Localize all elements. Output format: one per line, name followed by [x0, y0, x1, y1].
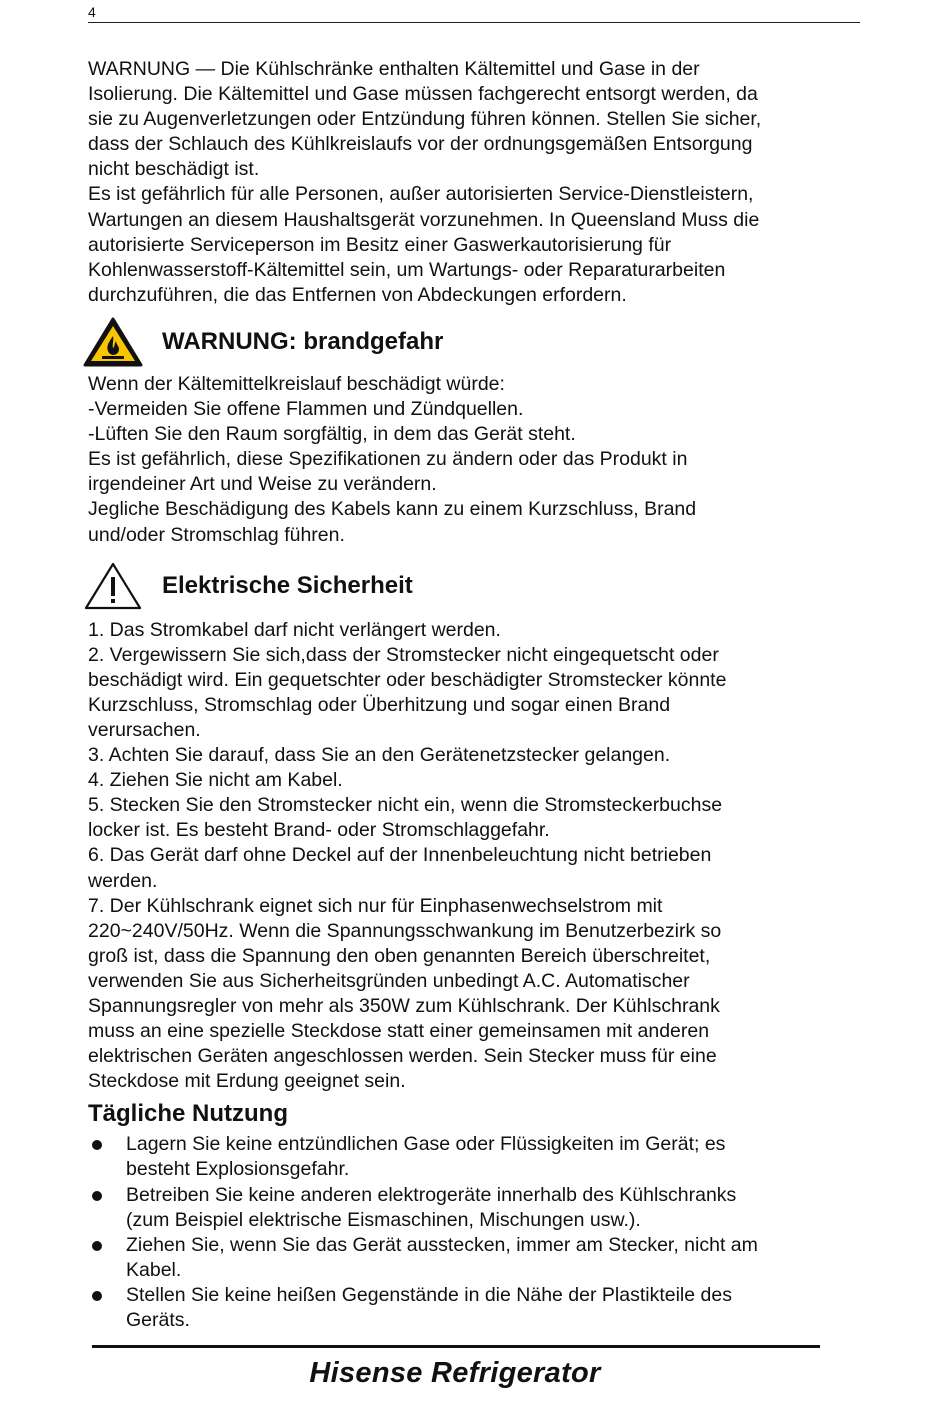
text-line: -Vermeiden Sie offene Flammen und Zündquellen.: [88, 398, 524, 421]
text-line: 1. Das Stromkabel darf nicht verlängert werden.: [88, 618, 501, 641]
text-line: Betreiben Sie keine anderen elektrogeräte innerhalb des Kühlschranks: [126, 1183, 737, 1206]
text-line: irgendeiner Art und Weise zu verändern.: [88, 473, 437, 496]
top-rule: [88, 22, 860, 23]
text-line: 6. Das Gerät darf ohne Deckel auf der Innenbeleuchtung nicht betrieben: [88, 844, 712, 867]
text-line: Isolierung. Die Kältemittel und Gase müssen fachgerecht entsorgt werden, da: [88, 83, 758, 106]
text-line: sie zu Augenverletzungen oder Entzündung führen können. Stellen Sie sicher,: [88, 108, 762, 131]
flammable-warning-icon: [82, 316, 144, 368]
bullet-icon: [92, 1191, 102, 1201]
text-line: werden.: [88, 869, 158, 892]
caution-triangle-icon: [82, 560, 144, 612]
text-line: besteht Explosionsgefahr.: [126, 1158, 350, 1181]
text-line: Kurzschluss, Stromschlag oder Überhitzung und sogar einen Brand: [88, 693, 671, 716]
list-item: [88, 1233, 868, 1283]
text-line: Kabel.: [126, 1258, 182, 1281]
text-line: autorisierte Serviceperson im Besitz einer Gaswerkautorisierung für: [88, 233, 672, 256]
intro-warning-paragraph: [88, 57, 868, 308]
text-line: (zum Beispiel elektrische Eismaschinen, Mischungen usw.).: [126, 1208, 641, 1231]
text-line: 4. Ziehen Sie nicht am Kabel.: [88, 769, 343, 792]
text-line: 2. Vergewissern Sie sich,dass der Stromstecker nicht eingequetscht oder: [88, 643, 719, 666]
text-line: 3. Achten Sie darauf, dass Sie an den Gerätenetzstecker gelangen.: [88, 744, 671, 767]
text-line: Spannungsregler von mehr als 350W zum Kühlschrank. Der Kühlschrank: [88, 995, 720, 1017]
page-number: 4: [88, 4, 96, 20]
electrical-safety-paragraph: [88, 618, 868, 1095]
text-line: groß ist, dass die Spannung den oben genannten Bereich überschreitet,: [88, 944, 711, 967]
fire-warning-heading: WARNUNG: brandgefahr: [162, 327, 444, 355]
text-line: Wartungen an diesem Haushaltsgerät vorzunehmen. In Queensland Muss die: [88, 208, 760, 231]
text-line: 5. Stecken Sie den Stromstecker nicht ein, wenn die Stromsteckerbuchse: [88, 794, 723, 817]
text-line: 220~240V/50Hz. Wenn die Spannungsschwankung im Benutzerbezirk so: [88, 919, 722, 942]
text-line: Jegliche Beschädigung des Kabels kann zu einem Kurzschluss, Brand: [88, 498, 697, 521]
bullet-icon: [92, 1291, 102, 1301]
text-line: dass der Schlauch des Kühlkreislaufs vor der ordnungsgemäßen Entsorgung: [88, 133, 753, 156]
text-line: Steckdose mit Erdung geeignet sein.: [88, 1070, 406, 1093]
bullet-icon: [92, 1241, 102, 1251]
text-line: Es ist gefährlich, diese Spezifikationen zu ändern oder das Produkt in: [88, 448, 688, 471]
text-line: verwenden Sie aus Sicherheitsgründen unbedingt A.C. Automatischer: [88, 969, 690, 992]
electrical-safety-header: [88, 558, 868, 618]
list-item: [88, 1183, 868, 1233]
text-line: 7. Der Kühlschrank eignet sich nur für Einphasenwechselstrom mit: [88, 894, 663, 917]
daily-use-heading: Tägliche Nutzung: [88, 1100, 288, 1128]
footer-rule: [92, 1345, 820, 1348]
text-line: -Lüften Sie den Raum sorgfältig, in dem das Gerät steht.: [88, 423, 576, 446]
text-line: muss an eine spezielle Steckdose statt einer gemeinsamen mit anderen: [88, 1020, 710, 1043]
text-line: durchzuführen, die das Entfernen von Abdeckungen erfordern.: [88, 283, 627, 306]
text-line: verursachen.: [88, 718, 201, 741]
text-line: Stellen Sie keine heißen Gegenstände in die Nähe der Plastikteile des: [126, 1283, 732, 1306]
text-line: locker ist. Es besteht Brand- oder Stromschlaggefahr.: [88, 819, 550, 842]
text-line: Kohlenwasserstoff-Kältemittel sein, um Wartungs- oder Reparaturarbeiten: [88, 258, 726, 281]
text-line: WARNUNG — Die Kühlschränke enthalten Kältemittel und Gase in der: [88, 58, 700, 80]
list-item: [88, 1132, 868, 1182]
text-line: Ziehen Sie, wenn Sie das Gerät ausstecken, immer am Stecker, nicht am: [126, 1233, 758, 1256]
text-line: elektrischen Geräten angeschlossen werden. Sein Stecker muss für eine: [88, 1045, 717, 1068]
electrical-safety-heading: Elektrische Sicherheit: [162, 571, 413, 599]
text-line: Geräts.: [126, 1309, 190, 1332]
text-line: und/oder Stromschlag führen.: [88, 523, 345, 546]
brand-footer: Hisense Refrigerator: [309, 1357, 601, 1389]
fire-warning-header: [88, 316, 868, 372]
text-line: beschädigt wird. Ein gequetschter oder beschädigter Stromstecker könnte: [88, 668, 727, 691]
text-line: Lagern Sie keine entzündlichen Gase oder Flüssigkeiten im Gerät; es: [126, 1133, 726, 1156]
list-item: [88, 1283, 868, 1333]
fire-warning-paragraph: [88, 372, 868, 548]
text-line: nicht beschädigt ist.: [88, 158, 260, 181]
text-line: Es ist gefährlich für alle Personen, außer autorisierten Service-Dienstleistern,: [88, 183, 754, 206]
page-content: [88, 57, 868, 1333]
bullet-icon: [92, 1140, 102, 1150]
daily-use-list: [88, 1132, 868, 1333]
text-line: Wenn der Kältemittelkreislauf beschädigt würde:: [88, 372, 505, 395]
